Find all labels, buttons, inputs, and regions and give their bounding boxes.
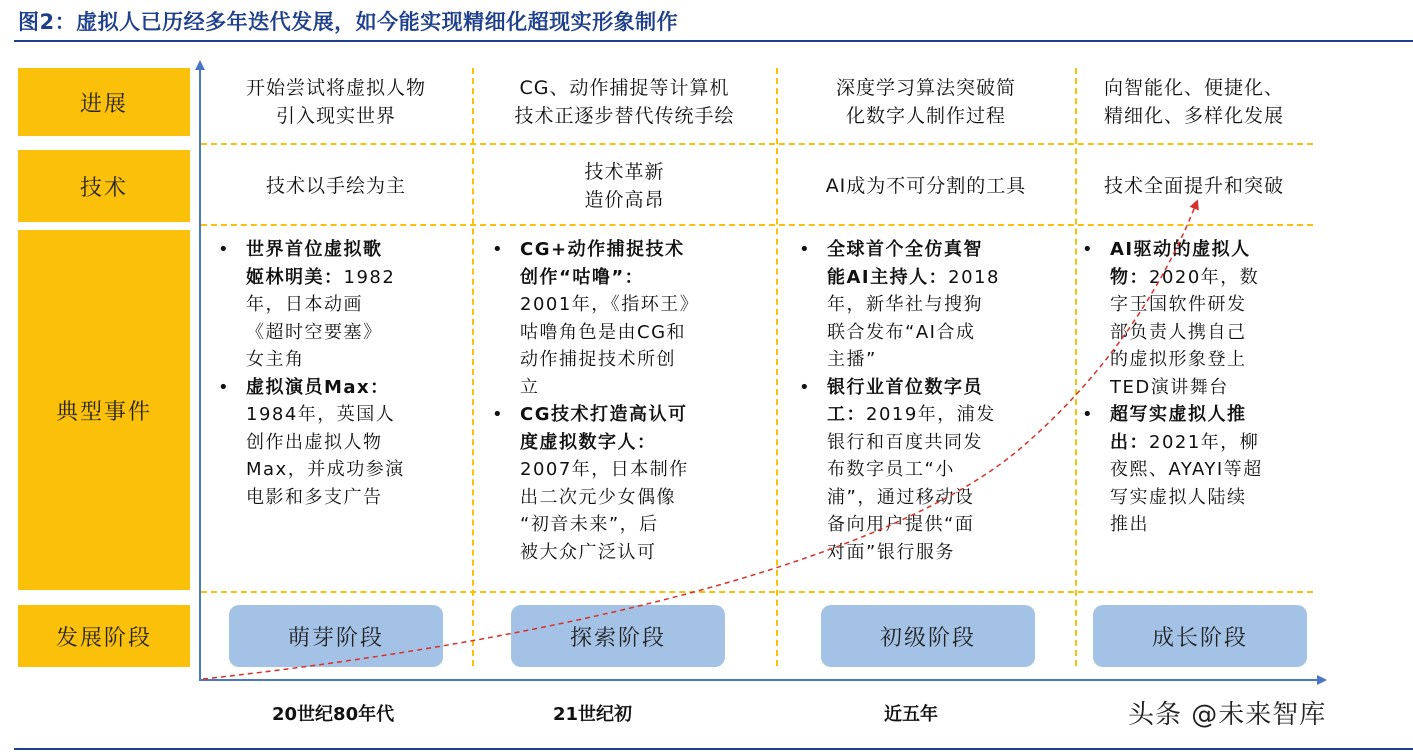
row-label-progress: 进展 (18, 68, 190, 136)
event-3-1-body-4: 主播” (827, 349, 877, 370)
event-4-1-body-4: 的虚拟形象登上 (1110, 349, 1247, 370)
event-4-1-body-2: 字王国软件研发 (1110, 294, 1247, 315)
event-1-2-head-1: 虚拟演员Max： (246, 376, 390, 398)
event-1-2-body-4: 电影和多支广告 (246, 486, 383, 508)
event-4-2-head-1: 超写实虚拟人推 (1110, 404, 1247, 425)
event-3-2-body-6: 对面”银行服务 (827, 541, 955, 563)
column-divider-3 (1075, 68, 1077, 666)
row-label-events: 典型事件 (18, 230, 190, 590)
event-item (1078, 401, 1310, 539)
event-item (488, 236, 773, 401)
stage-box-3: 初级阶段 (821, 605, 1035, 667)
event-2-2-head-2: 度虚拟数字人： (520, 431, 657, 453)
era-label-3: 近五年 (884, 704, 938, 725)
event-2-1-head-2: 创作“咕噜”： (520, 266, 645, 288)
event-3-2-body-4: 浦”，通过移动设 (827, 486, 975, 508)
progress-cell-1 (202, 68, 470, 136)
progress-4-line-2: 精细化、多样化发展 (1103, 105, 1284, 127)
bottom-divider (14, 748, 1413, 750)
events-list-3 (795, 236, 1073, 566)
event-1-1-body-3: 《超时空要塞》 (246, 321, 383, 343)
progress-cell-4 (1078, 68, 1310, 136)
event-2-2-body-4: 被大众广泛认可 (520, 541, 657, 563)
stage-box-1: 萌芽阶段 (229, 605, 443, 667)
watermark: 头条 @未来智库 (1128, 700, 1327, 730)
event-2-1-body-2: 咕噜角色是由CG和 (520, 321, 687, 343)
row-divider-3 (201, 591, 1313, 593)
event-4-2-body-3: 写实虚拟人陆续 (1110, 486, 1247, 508)
vertical-axis (199, 68, 201, 680)
event-3-2-body-1: 2019年，浦发 (866, 404, 996, 425)
event-1-2-body-3: Max，并成功参演 (246, 459, 405, 480)
events-list-2 (488, 236, 773, 566)
event-1-2-body-2: 创作出虚拟人物 (246, 431, 383, 453)
event-3-2-body-5: 备向用户提供“面 (827, 514, 975, 535)
event-3-2-body-3: 布数字员工“小 (827, 459, 955, 480)
event-2-1-body-3: 动作捕捉技术所创 (520, 349, 676, 370)
event-2-2-body-2: 出二次元少女偶像 (520, 486, 676, 508)
event-3-2-head-1: 银行业首位数字员 (827, 376, 983, 398)
event-4-2-body-1: 2021年，柳 (1149, 431, 1260, 453)
event-item (1078, 236, 1310, 401)
figure-title: 图2：虚拟人已历经多年迭代发展，如今能实现精细化超现实形象制作 (18, 10, 679, 34)
era-label-1: 20世纪80年代 (272, 704, 395, 725)
horizontal-axis-arrow-icon (1317, 675, 1327, 685)
events-list-4 (1078, 236, 1310, 539)
event-3-1-head-1: 全球首个全仿真智 (827, 239, 983, 260)
tech-cell-2 (475, 150, 774, 222)
event-1-2-body-1: 1984年，英国人 (246, 404, 396, 425)
event-3-1-head-2: 能AI主持人： (827, 266, 949, 288)
event-item (795, 236, 1073, 374)
event-4-2-body-4: 推出 (1110, 514, 1149, 535)
event-2-2-head-1: CG技术打造高认可 (520, 404, 688, 425)
column-divider-2 (776, 68, 778, 666)
progress-2-line-2: 技术正逐步替代传统手绘 (514, 105, 735, 127)
progress-3-line-1: 深度学习算法突破简 (835, 77, 1016, 99)
event-item (795, 374, 1073, 567)
vertical-axis-arrow-icon (195, 60, 205, 70)
column-divider-1 (472, 68, 474, 666)
progress-cell-3 (779, 68, 1073, 136)
event-3-2-body-2: 银行和百度共同发 (827, 431, 983, 453)
event-4-2-head-2: 出： (1110, 431, 1149, 453)
tech-2-line-2: 造价高昂 (584, 189, 665, 211)
era-label-2: 21世纪初 (553, 704, 633, 725)
event-4-1-body-1: 2020年，数 (1149, 266, 1260, 288)
tech-cell-1: 技术以手绘为主 (265, 175, 406, 197)
event-2-1-head-1: CG+动作捕捉技术 (520, 239, 685, 260)
progress-4-line-1: 向智能化、便捷化、 (1103, 77, 1284, 99)
row-divider-2 (201, 224, 1313, 226)
progress-cell-2 (475, 68, 774, 136)
event-2-1-body-1: 2001年，《指环王》 (520, 294, 700, 315)
event-1-1-body-2: 年，日本动画 (246, 294, 363, 315)
event-item (214, 236, 469, 374)
event-1-1-body-1: 1982 (343, 266, 396, 288)
event-4-1-head-2: 物： (1110, 266, 1149, 288)
event-2-2-body-1: 2007年，日本制作 (520, 459, 689, 480)
stage-box-2: 探索阶段 (511, 605, 725, 667)
event-3-2-head-2: 工： (827, 404, 866, 425)
row-label-technology: 技术 (18, 150, 190, 222)
event-4-2-body-2: 夜熙、AYAYI等超 (1110, 459, 1263, 480)
horizontal-axis (199, 679, 1319, 681)
tech-cell-4: 技术全面提升和突破 (1103, 175, 1284, 197)
event-4-1-head-1: AI驱动的虚拟人 (1110, 239, 1251, 260)
title-divider (14, 40, 1413, 42)
event-1-1-head-1: 世界首位虚拟歌 (246, 239, 383, 260)
tech-cell-3: AI成为不可分割的工具 (825, 175, 1027, 197)
event-3-1-body-2: 年，新华社与搜狗 (827, 294, 983, 315)
event-3-1-body-3: 联合发布“AI合成 (827, 321, 976, 343)
event-item (488, 401, 773, 566)
event-1-1-body-4: 女主角 (246, 349, 305, 370)
progress-2-line-1: CG、动作捕捉等计算机 (519, 77, 730, 99)
event-4-1-body-3: 部负责人携自己 (1110, 321, 1247, 343)
row-label-stage: 发展阶段 (18, 605, 190, 667)
event-2-1-body-4: 立 (520, 376, 540, 398)
event-3-1-body-1: 2018 (948, 266, 1000, 288)
events-list-1 (214, 236, 469, 511)
event-item (214, 374, 469, 512)
progress-1-line-2: 引入现实世界 (275, 105, 396, 127)
progress-3-line-2: 化数字人制作过程 (845, 105, 1006, 127)
progress-1-line-1: 开始尝试将虚拟人物 (245, 77, 426, 99)
tech-2-line-1: 技术革新 (584, 161, 665, 183)
row-divider-1 (201, 143, 1313, 145)
event-1-1-head-2: 姬林明美： (246, 266, 344, 288)
stage-box-4: 成长阶段 (1093, 605, 1307, 667)
event-2-2-body-3: “初音未来”，后 (520, 514, 659, 535)
event-4-1-body-5: TED演讲舞台 (1110, 376, 1229, 398)
